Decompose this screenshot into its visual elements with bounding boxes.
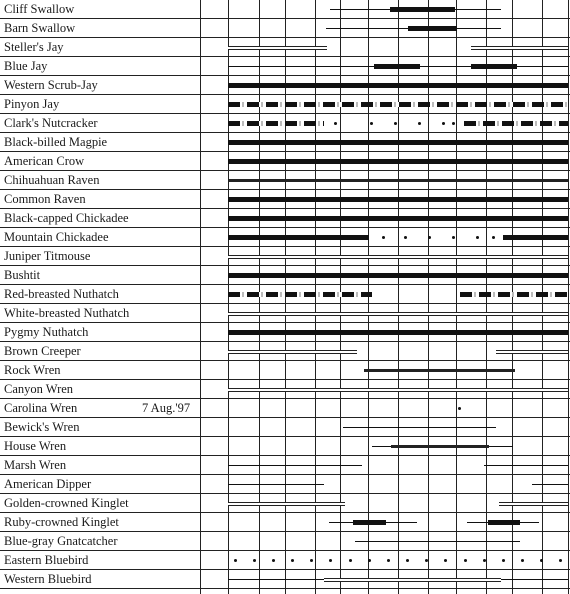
occurrence-bar-med <box>391 445 489 448</box>
occurrence-dot <box>334 122 337 125</box>
occurrence-bar-thin <box>489 446 513 447</box>
occurrence-bar-thick <box>228 197 568 202</box>
species-name: Red-breasted Nuthatch <box>4 287 119 301</box>
occurrence-dot <box>234 559 237 562</box>
occurrence-bar-thin <box>457 28 501 29</box>
occurrence-bar-thick <box>228 273 568 278</box>
species-name: Bewick's Wren <box>4 420 80 434</box>
species-name: Black-billed Magpie <box>4 135 108 149</box>
occurrence-dot <box>349 559 352 562</box>
species-row <box>0 266 570 285</box>
occurrence-bar-thin <box>372 446 391 447</box>
occurrence-dot <box>559 559 562 562</box>
species-name: Black-capped Chickadee <box>4 211 129 225</box>
occurrence-bar-thin <box>228 579 324 580</box>
species-row <box>0 95 570 114</box>
species-name: Golden-crowned Kinglet <box>4 496 129 510</box>
occurrence-bar-thin <box>330 9 390 10</box>
occurrence-dot <box>425 559 428 562</box>
species-name: Blue Jay <box>4 59 48 73</box>
occurrence-dot <box>370 122 373 125</box>
occurrence-bar-thick <box>374 64 419 69</box>
occurrence-bar-thin <box>517 66 568 67</box>
occurrence-bar-thin <box>386 522 417 523</box>
occurrence-bar-thick <box>390 7 456 12</box>
species-row <box>0 133 570 152</box>
occurrence-bar-thick <box>228 83 568 88</box>
species-row <box>0 190 570 209</box>
occurrence-bar-med <box>228 179 568 182</box>
species-name: Steller's Jay <box>4 40 64 54</box>
species-row <box>0 304 570 323</box>
species-row <box>0 437 570 456</box>
occurrence-bar-thin <box>355 541 520 542</box>
occurrence-bar-thin <box>228 465 362 466</box>
species-row <box>0 570 570 589</box>
occurrence-dot <box>253 559 256 562</box>
occurrence-dot <box>464 559 467 562</box>
species-name: Clark's Nutcracker <box>4 116 98 130</box>
species-row <box>0 399 570 418</box>
occurrence-bar-thin <box>467 522 487 523</box>
occurrence-bar-thick <box>228 216 568 221</box>
species-name: Ruby-crowned Kinglet <box>4 515 119 529</box>
occurrence-bar-thin <box>501 579 568 580</box>
occurrence-dot <box>442 122 445 125</box>
species-row <box>0 323 570 342</box>
species-row <box>0 285 570 304</box>
species-name: Barn Swallow <box>4 21 76 35</box>
occurrence-bar-thin <box>343 427 496 428</box>
species-name: Pygmy Nuthatch <box>4 325 89 339</box>
sighting-note: 7 Aug.'97 <box>142 401 191 415</box>
species-row <box>0 475 570 494</box>
occurrence-dot <box>502 559 505 562</box>
species-name: Common Raven <box>4 192 86 206</box>
occurrence-dot <box>521 559 524 562</box>
occurrence-bar-thin <box>228 66 374 67</box>
occurrence-bar-double <box>228 350 357 354</box>
occurrence-bar-double <box>499 502 568 506</box>
species-name: Brown Creeper <box>4 344 81 358</box>
species-row <box>0 380 570 399</box>
occurrence-dot <box>458 407 461 410</box>
occurrence-bar-double <box>496 350 568 354</box>
species-row <box>0 19 570 38</box>
species-row <box>0 152 570 171</box>
occurrence-bar-thick <box>471 64 517 69</box>
occurrence-bar-dashed <box>228 292 372 297</box>
species-name: American Crow <box>4 154 85 168</box>
species-name: White-breasted Nuthatch <box>4 306 130 320</box>
species-name: Blue-gray Gnatcatcher <box>4 534 118 548</box>
species-row <box>0 228 570 247</box>
species-name: Rock Wren <box>4 363 61 377</box>
occurrence-bar-thin <box>329 522 353 523</box>
species-name: Western Scrub-Jay <box>4 78 98 92</box>
species-name: Cliff Swallow <box>4 2 75 16</box>
species-name: Pinyon Jay <box>4 97 60 111</box>
occurrence-bar-thin <box>228 484 324 485</box>
occurrence-dot <box>452 122 455 125</box>
occurrence-bar-thick <box>353 520 387 525</box>
species-row <box>0 361 570 380</box>
occurrence-dot <box>310 559 313 562</box>
occurrence-dot <box>406 559 409 562</box>
occurrence-bar-thick <box>228 140 568 145</box>
species-row <box>0 418 570 437</box>
species-name: Bushtit <box>4 268 41 282</box>
species-name: Mountain Chickadee <box>4 230 109 244</box>
occurrence-dot <box>387 559 390 562</box>
species-row <box>0 209 570 228</box>
occurrence-bar-thick <box>408 26 458 31</box>
occurrence-bar-thick <box>228 235 369 240</box>
species-row <box>0 532 570 551</box>
occurrence-bar-thin <box>532 484 568 485</box>
occurrence-dot <box>476 236 479 239</box>
occurrence-dot <box>382 236 385 239</box>
occurrence-dot <box>368 559 371 562</box>
species-row <box>0 513 570 532</box>
occurrence-bar-med <box>364 369 515 372</box>
species-row <box>0 342 570 361</box>
species-name: American Dipper <box>4 477 92 491</box>
species-name: House Wren <box>4 439 67 453</box>
species-row <box>0 456 570 475</box>
occurrence-dot <box>291 559 294 562</box>
species-row <box>0 38 570 57</box>
species-name: Marsh Wren <box>4 458 67 472</box>
occurrence-dot <box>483 559 486 562</box>
occurrence-bar-double <box>228 255 568 259</box>
occurrence-dot <box>418 122 421 125</box>
occurrence-bar-dashed <box>460 292 568 297</box>
species-name: Eastern Bluebird <box>4 553 89 567</box>
occurrence-bar-thick <box>503 235 568 240</box>
occurrence-dot <box>329 559 332 562</box>
species-row <box>0 76 570 95</box>
occurrence-bar-thin <box>455 9 501 10</box>
occurrence-bar-thick <box>488 520 521 525</box>
species-row <box>0 247 570 266</box>
occurrence-dot <box>492 236 495 239</box>
species-row <box>0 551 570 570</box>
occurrence-dot <box>272 559 275 562</box>
occurrence-bar-double <box>324 578 501 582</box>
occurrence-bar-thin <box>326 28 408 29</box>
occurrence-bar-double <box>228 312 568 316</box>
species-name: Carolina Wren <box>4 401 78 415</box>
occurrence-dot <box>540 559 543 562</box>
occurrence-bar-thick <box>228 159 568 164</box>
occurrence-bar-double <box>471 46 568 50</box>
occurrence-bar-dashed <box>228 102 568 107</box>
species-name: Canyon Wren <box>4 382 74 396</box>
occurrence-bar-thin <box>520 522 539 523</box>
occurrence-bar-dashed <box>228 121 324 126</box>
occurrence-bar-dashed <box>464 121 568 126</box>
species-row <box>0 494 570 513</box>
occurrence-dot <box>444 559 447 562</box>
species-name: Western Bluebird <box>4 572 92 586</box>
occurrence-bar-double <box>228 502 345 506</box>
occurrence-dot <box>428 236 431 239</box>
occurrence-bar-thin <box>484 465 568 466</box>
occurrence-dot <box>394 122 397 125</box>
species-row <box>0 57 570 76</box>
occurrence-bar-double <box>228 46 327 50</box>
occurrence-dot <box>452 236 455 239</box>
occurrence-bar-thick <box>228 330 568 335</box>
species-row <box>0 114 570 133</box>
occurrence-dot <box>404 236 407 239</box>
species-name: Chihuahuan Raven <box>4 173 100 187</box>
species-row <box>0 0 570 19</box>
species-name: Juniper Titmouse <box>4 249 91 263</box>
occurrence-bar-thin <box>420 66 472 67</box>
occurrence-bar-double <box>228 388 568 392</box>
species-row <box>0 171 570 190</box>
